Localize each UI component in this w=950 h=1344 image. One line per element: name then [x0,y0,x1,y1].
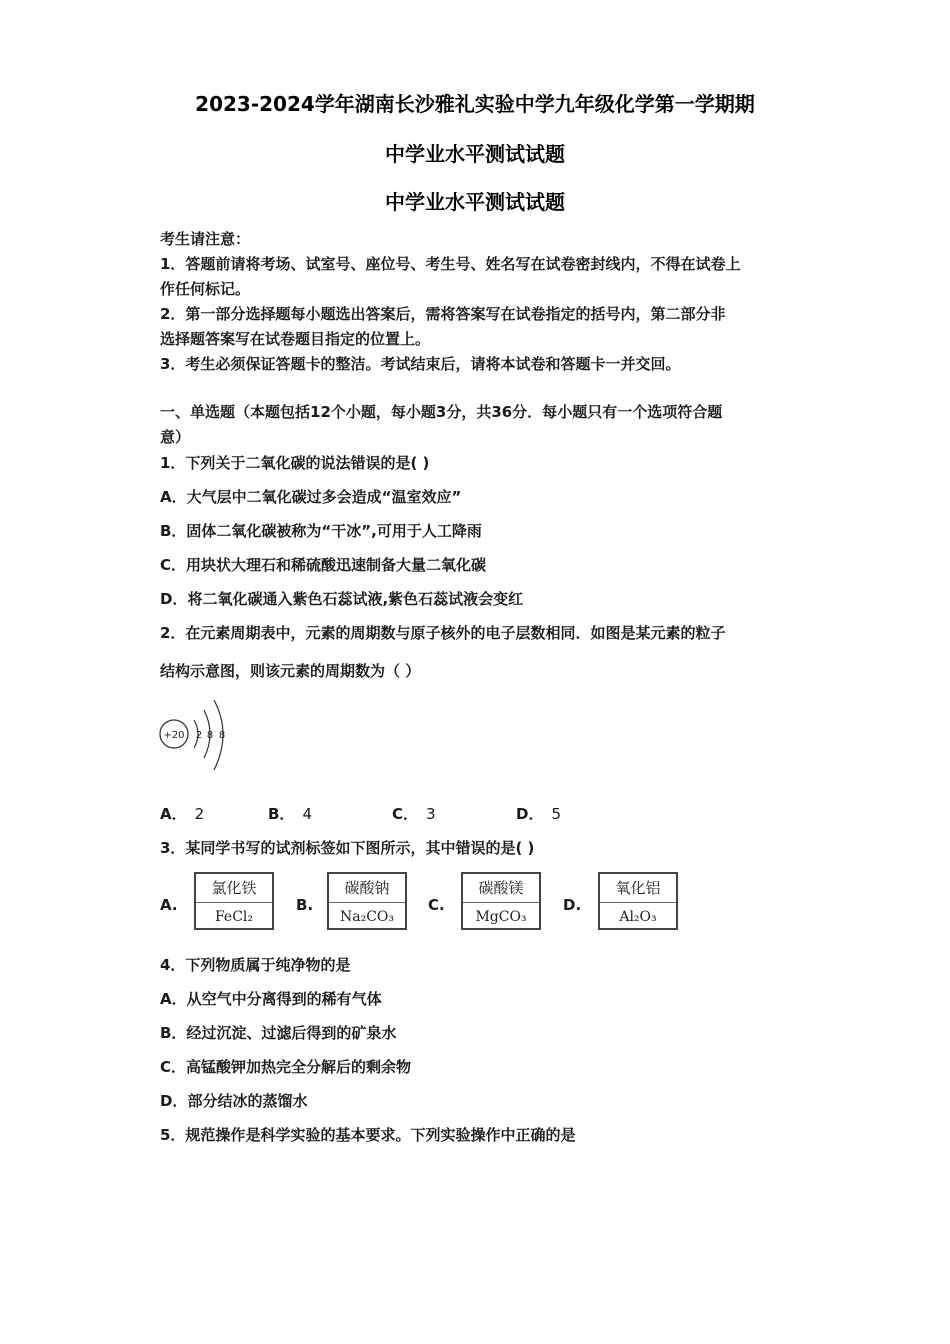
q1-option-b: B．固体二氧化碳被称为“干冰”,可用于人工降雨 [160,522,482,540]
shell-3-electrons: 8 [218,730,226,741]
notice-line-4: 选择题答案写在试卷题目指定的位置上。 [160,330,431,348]
q2-stem-line-1: 2．在元素周期表中，元素的周期数与原子核外的电子层数相同．如图是某元素的粒子 [160,624,726,642]
reagent-label-b [327,872,407,930]
q2-stem-line-2: 结构示意图，则该元素的周期数为（ ） [160,662,421,680]
q2-option-d-letter: D． [516,805,544,823]
q4-option-c: C．高锰酸钾加热完全分解后的剩余物 [160,1058,412,1076]
q3-letter-a: A. [160,896,178,914]
q5-stem: 5．规范操作是科学实验的基本要求。下列实验操作中正确的是 [160,1126,576,1144]
q2-option-b-value: 4 [302,805,312,823]
reagent-b-formula: Na₂CO₃ [339,909,394,925]
nucleus-charge: +20 [163,730,185,741]
reagent-label-a [194,872,274,930]
notice-line-1: 1．答题前请将考场、试室号、座位号、考生号、姓名写在试卷密封线内，不得在试卷上 [160,255,741,273]
reagent-b-name: 碳酸钠 [329,874,405,903]
q3-letter-b: B. [296,896,314,914]
reagent-d-formula: Al₂O₃ [619,909,657,925]
q2-option-c [392,803,436,824]
reagent-c-formula: MgCO₃ [475,909,527,925]
atom-structure-diagram [158,700,238,772]
q4-option-b: B．经过沉淀、过滤后得到的矿泉水 [160,1024,397,1042]
reagent-label-c [461,872,541,930]
title-line-3: 中学业水平测试试题 [385,190,565,214]
section-heading-1: 一、单选题（本题包括12个小题，每小题3分，共36分．每小题只有一个选项符合题 [160,403,723,421]
q2-option-c-value: 3 [426,805,436,823]
notice-line-5: 3．考生必须保证答题卡的整洁。考试结束后，请将本试卷和答题卡一并交回。 [160,355,681,373]
q2-option-a [160,803,204,824]
notice-line-2: 作任何标记。 [160,280,251,298]
q1-option-a: A．大气层中二氧化碳过多会造成“温室效应” [160,488,462,506]
title-line-1: 2023-2024学年湖南长沙雅礼实验中学九年级化学第一学期期 [195,92,755,116]
q2-option-a-value: 2 [194,805,205,823]
notice-heading: 考生请注意： [160,230,251,248]
reagent-c-name: 碳酸镁 [463,874,539,903]
q2-option-d-value: 5 [551,805,561,823]
reagent-a-formula: FeCl₂ [214,909,254,925]
section-heading-2: 意） [160,428,191,446]
q2-option-b [268,803,312,824]
reagent-d-name: 氧化铝 [600,874,676,903]
q2-option-d [516,803,561,824]
q1-option-c: C．用块状大理石和稀硫酸迅速制备大量二氧化碳 [160,556,487,574]
q2-option-a-letter: A． [160,805,187,823]
q1-option-d: D．将二氧化碳通入紫色石蕊试液,紫色石蕊试液会变红 [160,590,524,608]
shell-2-electrons: 8 [206,730,214,741]
q3-letter-d: D. [563,896,582,914]
q2-option-c-letter: C． [392,805,419,823]
q3-letter-c: C. [428,896,445,914]
q3-stem: 3．某同学书写的试剂标签如下图所示，其中错误的是( ) [160,839,535,857]
shell-1-electrons: 2 [195,730,203,741]
notice-line-3: 2．第一部分选择题每小题选出答案后，需将答案写在试卷指定的括号内，第二部分非 [160,305,726,323]
title-line-2: 中学业水平测试试题 [385,142,565,166]
reagent-label-d [598,872,678,930]
q4-option-a: A．从空气中分离得到的稀有气体 [160,990,382,1008]
q4-option-d: D．部分结冰的蒸馏水 [160,1092,308,1110]
q1-stem: 1．下列关于二氧化碳的说法错误的是( ) [160,454,430,472]
q2-option-b-letter: B． [268,805,295,823]
q4-stem: 4．下列物质属于纯净物的是 [160,956,351,974]
reagent-a-name: 氯化铁 [196,874,272,903]
